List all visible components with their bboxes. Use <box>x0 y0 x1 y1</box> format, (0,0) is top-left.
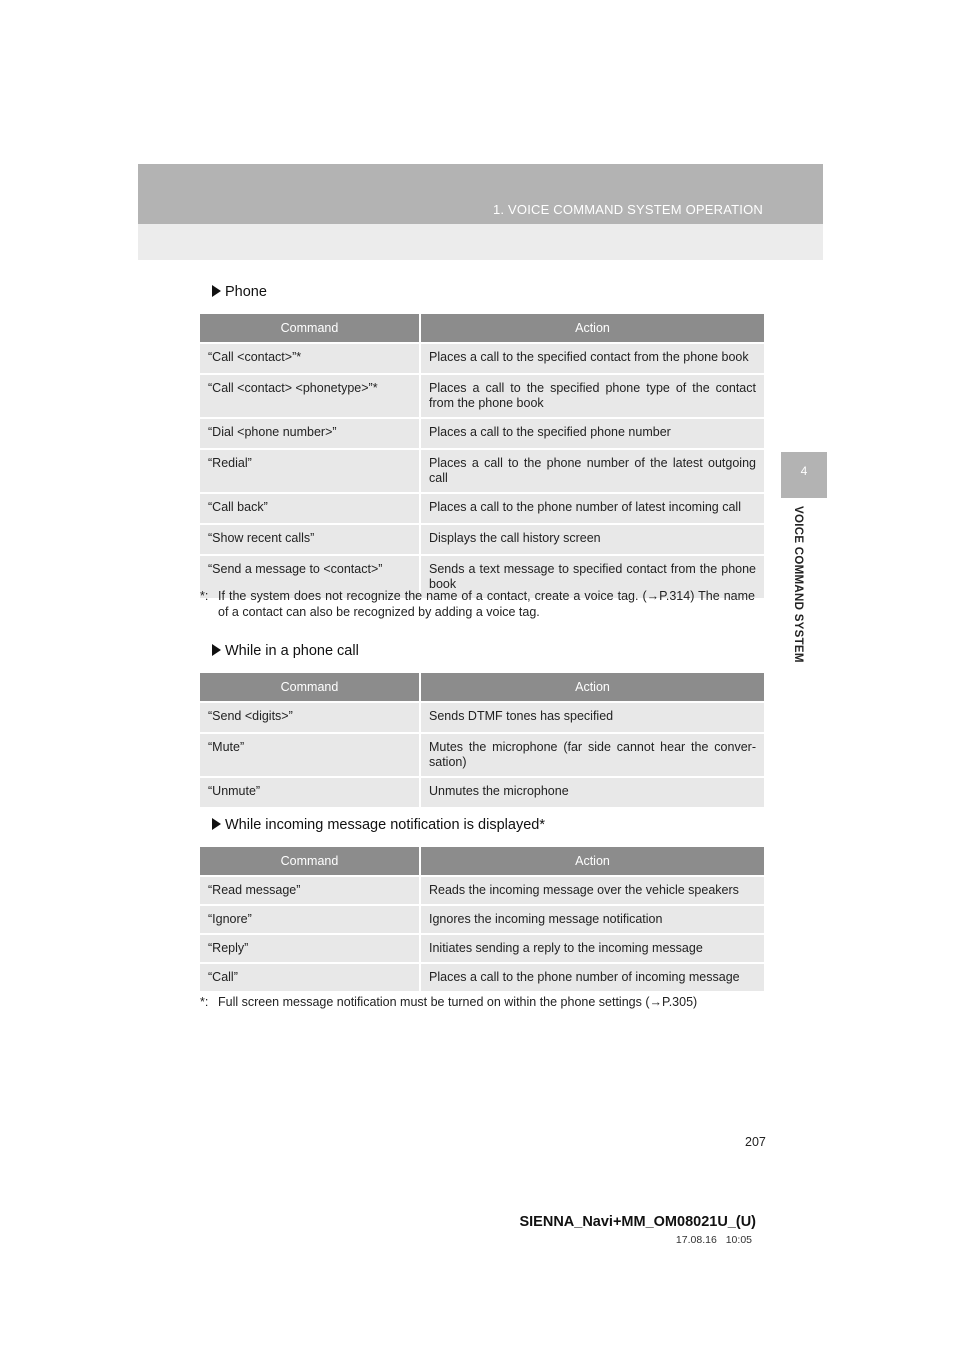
command-cell: “Read message” <box>200 875 419 904</box>
table-row <box>200 776 764 807</box>
footnote-mark: *: <box>200 995 209 1009</box>
column-header-action: Action <box>419 673 764 701</box>
table-row <box>200 962 764 991</box>
action-cell: Sends DTMF tones has specified <box>419 701 764 732</box>
chapter-number: 4 <box>800 464 808 478</box>
action-cell: Ignores the incoming message notification <box>419 904 764 933</box>
command-cell: “Call <contact> <phonetype>”* <box>200 373 419 417</box>
section-heading-phone: Phone <box>212 284 267 300</box>
footnote-voice-tag <box>200 588 755 620</box>
triangle-bullet-icon <box>212 644 221 656</box>
action-cell: Displays the call history screen <box>419 523 764 554</box>
section-heading-phone-call: While in a phone call <box>212 643 359 659</box>
chapter-title: 1. VOICE COMMAND SYSTEM OPERATION <box>492 202 763 217</box>
phone-call-command-table <box>200 673 764 807</box>
command-cell: “Show recent calls” <box>200 523 419 554</box>
table-row <box>200 933 764 962</box>
table-header-row <box>200 673 764 701</box>
section-heading-message-notification: While incoming message notification is displayed* <box>212 817 545 833</box>
table-row <box>200 342 764 373</box>
document-date: 17.08.16 <box>675 1234 717 1246</box>
command-cell: “Call <contact>”* <box>200 342 419 373</box>
table-row <box>200 373 764 417</box>
command-cell: “Ignore” <box>200 904 419 933</box>
page-number: 207 <box>745 1135 766 1149</box>
phone-command-table <box>200 314 764 598</box>
chapter-side-label: VOICE COMMAND SYSTEM <box>792 506 804 663</box>
triangle-bullet-icon <box>212 818 221 830</box>
action-cell: Places a call to the phone number of incoming message <box>419 962 764 991</box>
column-header-command: Command <box>200 847 419 875</box>
table-row <box>200 448 764 492</box>
command-cell: “Send a message to <contact>” <box>200 554 419 598</box>
table-row <box>200 875 764 904</box>
table-header-row <box>200 847 764 875</box>
footnote-mark: *: <box>200 589 209 603</box>
footnote-message-settings <box>200 994 760 1010</box>
page-header <box>138 164 823 224</box>
triangle-bullet-icon <box>212 285 221 297</box>
command-cell: “Call” <box>200 962 419 991</box>
command-cell: “Call back” <box>200 492 419 523</box>
command-cell: “Mute” <box>200 732 419 776</box>
action-cell: Places a call to the phone number of latest incoming call <box>419 492 764 523</box>
action-cell: Sends a text message to specified contact from the phone book <box>419 554 764 598</box>
command-cell: “Unmute” <box>200 776 419 807</box>
table-header-row <box>200 314 764 342</box>
command-cell: “Send <digits>” <box>200 701 419 732</box>
header-subband <box>138 224 823 260</box>
action-cell: Places a call to the specified phone number <box>419 417 764 448</box>
document-time: 10:05 <box>725 1234 752 1246</box>
command-cell: “Redial” <box>200 448 419 492</box>
action-cell: Places a call to the specified contact from the phone book <box>419 342 764 373</box>
action-cell: Initiates sending a reply to the incoming message <box>419 933 764 962</box>
table-row <box>200 732 764 776</box>
column-header-action: Action <box>419 847 764 875</box>
action-cell: Places a call to the phone number of the latest outgoing call <box>419 448 764 492</box>
table-row <box>200 523 764 554</box>
table-row <box>200 417 764 448</box>
command-cell: “Reply” <box>200 933 419 962</box>
footnote-text: If the system does not recognize the name of a contact, create a voice tag. (→P.314) The name of a contact can also be recognized by adding a voice tag. <box>218 589 755 619</box>
message-command-table <box>200 847 764 991</box>
document-timestamp <box>676 1234 752 1246</box>
table-row <box>200 904 764 933</box>
table-row <box>200 492 764 523</box>
column-header-command: Command <box>200 673 419 701</box>
column-header-command: Command <box>200 314 419 342</box>
action-cell: Reads the incoming message over the vehicle speakers <box>419 875 764 904</box>
table-row <box>200 701 764 732</box>
command-cell: “Dial <phone number>” <box>200 417 419 448</box>
action-cell: Places a call to the specified phone type of the contact from the phone book <box>419 373 764 417</box>
chapter-tab <box>781 452 827 498</box>
action-cell: Mutes the microphone (far side cannot hear the conver- sation) <box>419 732 764 776</box>
action-cell: Unmutes the microphone <box>419 776 764 807</box>
footnote-text: Full screen message notification must be turned on within the phone settings (→P.305) <box>218 995 698 1009</box>
column-header-action: Action <box>419 314 764 342</box>
document-id: SIENNA_Navi+MM_OM08021U_(U) <box>519 1214 756 1230</box>
